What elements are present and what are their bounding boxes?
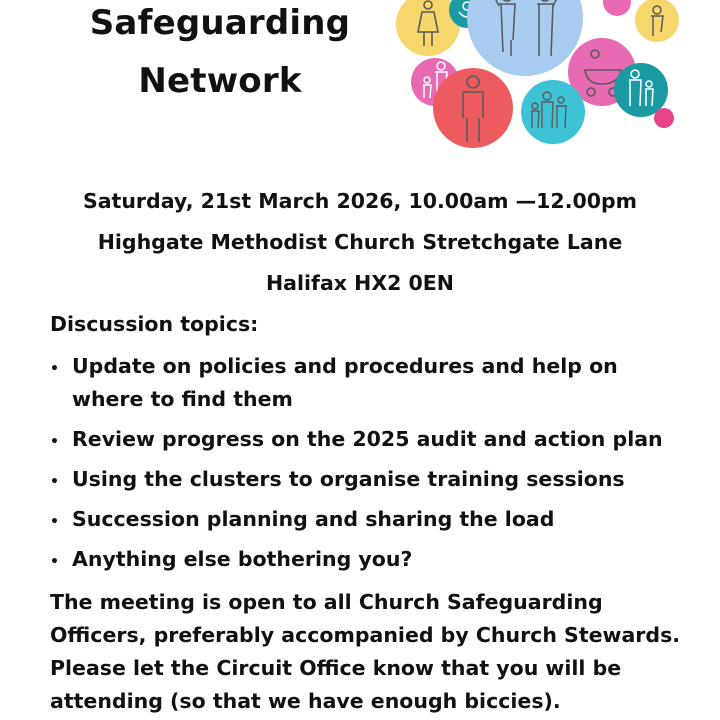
title-line-2: Network (138, 61, 302, 101)
people-circles-illustration (395, 0, 685, 150)
title-line-1: Safeguarding (89, 3, 351, 43)
topic-text: Succession planning and sharing the load (72, 507, 555, 531)
meeting-note: The meeting is open to all Church Safeguarding Officers, preferably accompanied by Church Stewards. Please let the Circuit Office know that you will be attending (so that we have enough biccies). (50, 590, 681, 713)
bullet-icon: • (50, 361, 59, 377)
list-item (50, 350, 690, 416)
magenta-circle-dot-icon (654, 108, 674, 128)
bullet-icon: • (50, 514, 59, 530)
list-item (50, 423, 690, 456)
bullet-icon: • (50, 434, 59, 450)
red-circle-man-icon (433, 68, 513, 148)
bullet-icon: • (50, 474, 59, 490)
topics-list (50, 350, 690, 583)
topic-text: Update on policies and procedures and help on where to find them (72, 354, 618, 411)
topics-heading: Discussion topics: (50, 312, 259, 336)
blue-circle-family-icon (467, 0, 583, 76)
event-date-time: Saturday, 21st March 2026, 10.00am —12.00pm (82, 189, 638, 213)
list-item (50, 503, 690, 536)
topic-text: Anything else bothering you? (72, 547, 413, 571)
pink-circle-top-icon (603, 0, 631, 16)
list-item (50, 463, 690, 496)
list-item (50, 543, 690, 576)
event-town: Halifax HX2 0EN (266, 271, 454, 295)
bullet-icon: • (50, 554, 59, 570)
page-title (60, 0, 380, 110)
event-venue: Highgate Methodist Church Stretchgate Lane (97, 230, 623, 254)
topic-text: Review progress on the 2025 audit and action plan (72, 427, 663, 451)
topic-text: Using the clusters to organise training sessions (72, 467, 625, 491)
